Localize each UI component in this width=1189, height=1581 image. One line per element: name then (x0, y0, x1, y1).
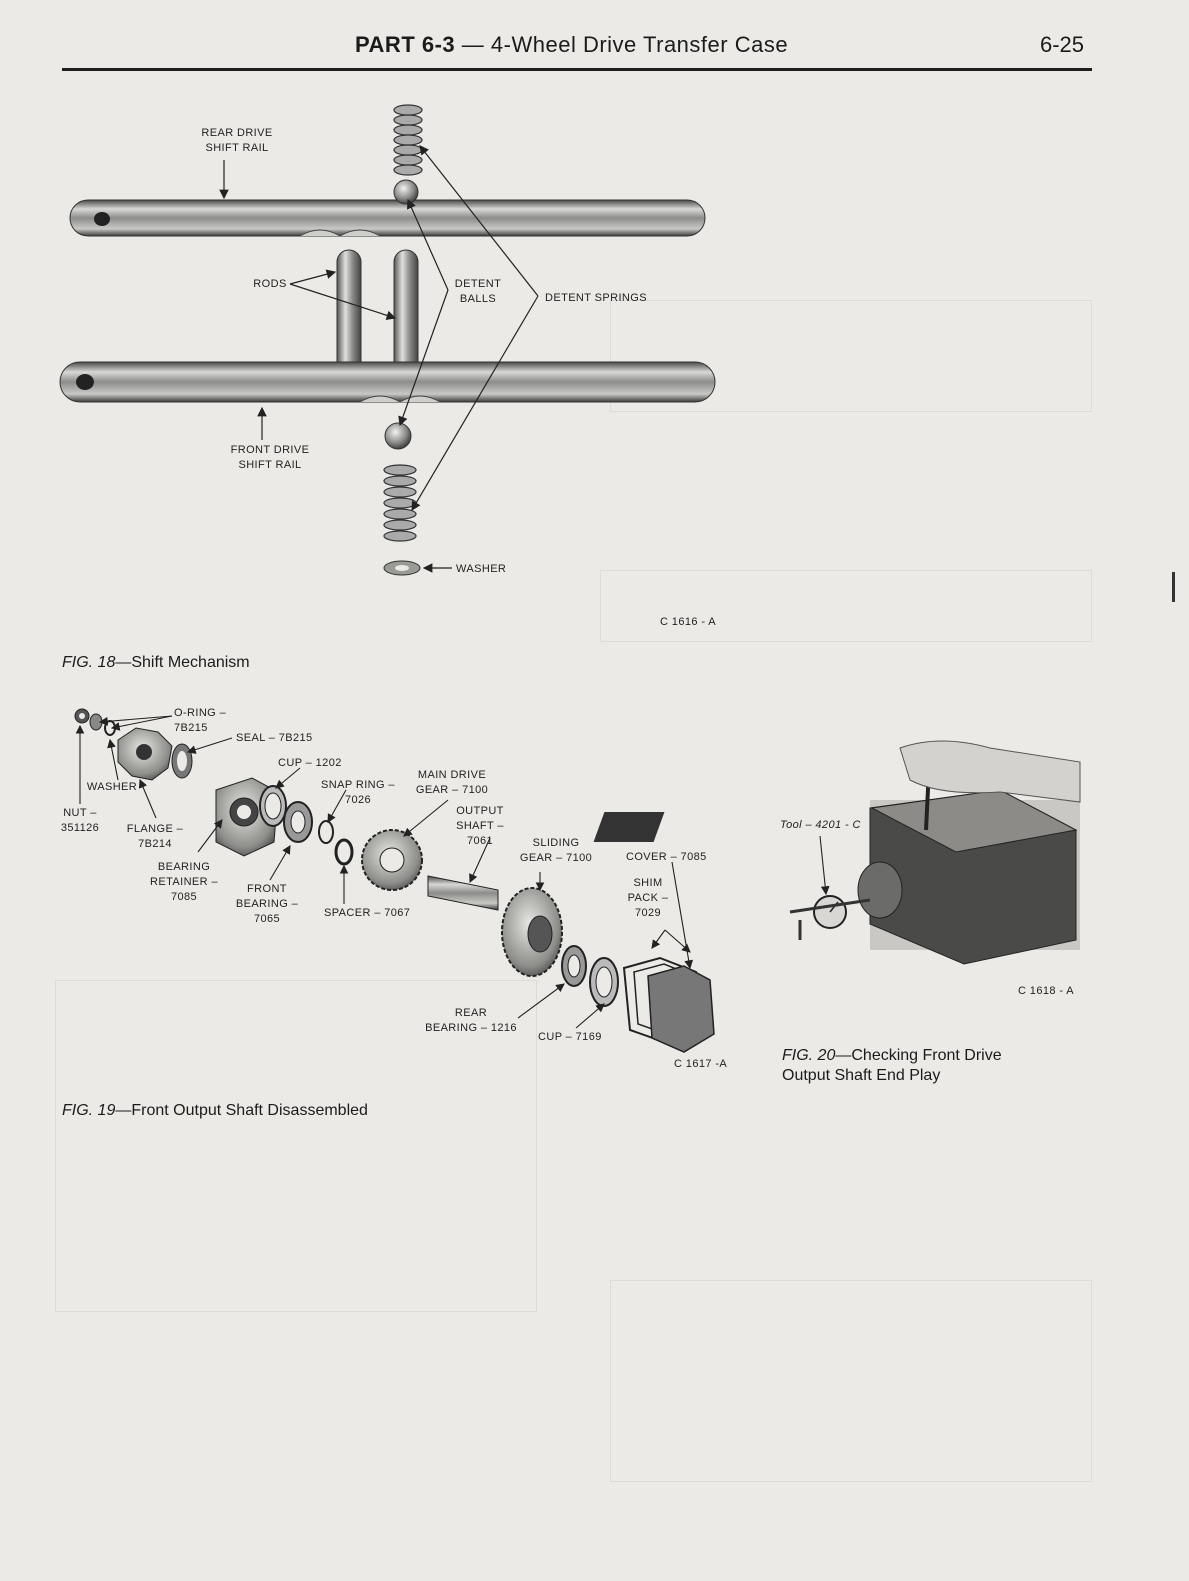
header-dash: — (455, 32, 491, 57)
shift-mechanism-drawing (60, 105, 715, 575)
figure-18-title: —Shift Mechanism (115, 654, 250, 671)
washer-19-label: WASHER (86, 781, 138, 793)
page-number: 6-25 (1040, 32, 1085, 57)
cup-1202-label: CUP – 1202 (278, 757, 342, 769)
output-shaft-label: OUTPUT SHAFT – 7061 (456, 805, 504, 847)
section-title: 4-Wheel Drive Transfer Case (490, 32, 789, 57)
shim-pack-label: SHIM PACK – 7029 (627, 877, 669, 919)
front-bearing-label: FRONT BEARING – 7065 (235, 883, 299, 925)
margin-tab (1172, 572, 1175, 602)
o-ring-label: O-RING – 7B215 (174, 707, 227, 734)
rods-label: RODS (253, 278, 287, 290)
figure-20-title: —Checking Front Drive Output Shaft End Play (782, 1047, 1002, 1084)
figure-20-number: FIG. 20 (782, 1047, 836, 1064)
figure-19-caption (62, 1102, 368, 1120)
figure-19-code: C 1617 -A (674, 1058, 728, 1070)
rear-bearing-label: REAR BEARING – 1216 (425, 1007, 517, 1034)
detent-springs-label: DETENT SPRINGS (545, 292, 647, 304)
front-drive-shift-rail-label: FRONT DRIVE SHIFT RAIL (230, 444, 310, 471)
figure-19-number: FIG. 19 (62, 1102, 116, 1119)
spacer-label: SPACER – 7067 (324, 907, 411, 919)
snap-ring-label: SNAP RING – 7026 (321, 779, 395, 806)
bearing-retainer-label: BEARING RETAINER – 7085 (150, 861, 218, 903)
rear-drive-shift-rail-label: REAR DRIVE SHIFT RAIL (201, 127, 273, 154)
figure-18-caption (62, 654, 250, 672)
figure-19-title: —Front Output Shaft Disassembled (115, 1102, 368, 1119)
figure-20-code: C 1618 - A (1018, 985, 1074, 997)
nut-label: NUT – 351126 (60, 807, 100, 834)
figure-18-code: C 1616 - A (660, 616, 716, 628)
seal-label: SEAL – 7B215 (236, 732, 313, 744)
cup-7169-label: CUP – 7169 (538, 1031, 602, 1043)
main-drive-gear-label: MAIN DRIVE GEAR – 7100 (415, 769, 489, 796)
washer-label: WASHER (456, 563, 507, 575)
figure-20-caption (782, 1026, 1082, 1086)
sliding-gear-label: SLIDING GEAR – 7100 (519, 837, 593, 864)
part-number: PART 6-3 (355, 32, 456, 57)
tool-label: Tool – 4201 - C (780, 819, 861, 831)
figure-18-number: FIG. 18 (62, 654, 116, 671)
cover-label: COVER – 7085 (626, 851, 707, 863)
detent-balls-label: DETENT BALLS (454, 278, 502, 305)
flange-label: FLANGE – 7B214 (126, 823, 184, 850)
